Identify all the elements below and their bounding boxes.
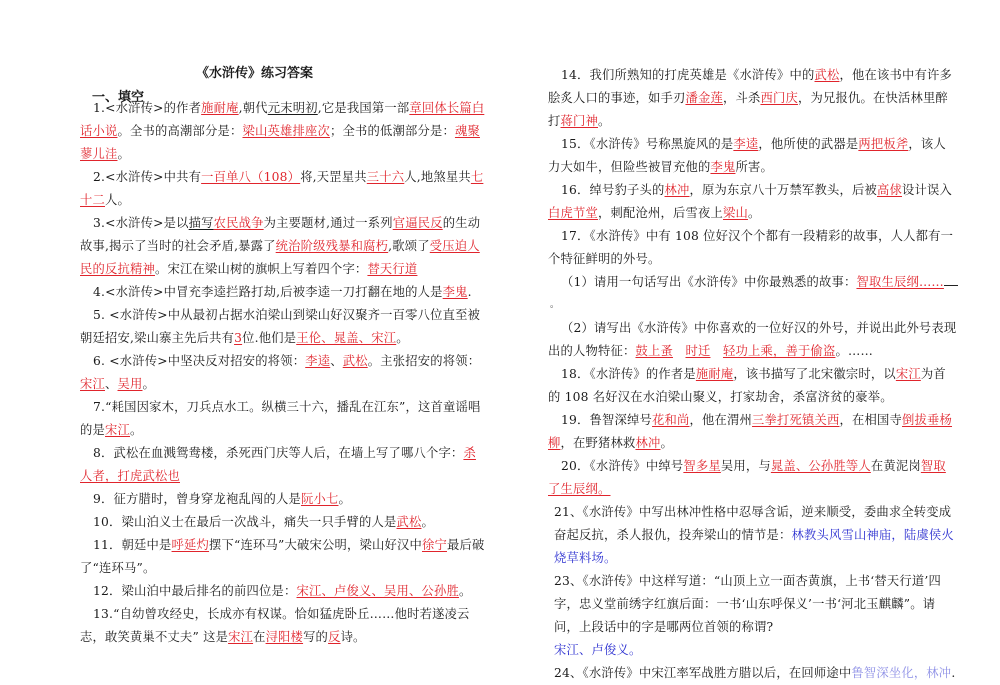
answer-text: 官逼民反 bbox=[392, 216, 443, 230]
question-text: 写的 bbox=[303, 630, 329, 644]
trailing-punctuation: 。 bbox=[550, 300, 560, 310]
answer-text: 三拳打死镇关西 bbox=[752, 413, 840, 427]
question-text: 7.“耗国因家木，刀兵点水工。纵横三十六，播乱在江东”，这首童谣唱的是 bbox=[80, 400, 481, 437]
question-text: 位.他们是 bbox=[242, 331, 297, 345]
answer-text: 轻功上乘，善于偷盗 bbox=[722, 344, 836, 358]
question-text: 12．梁山泊中最后排名的前四位是： bbox=[93, 584, 297, 598]
answer-text: 受压迫人民的反抗精神 bbox=[80, 239, 480, 276]
answer-text: 施耐庵 bbox=[695, 367, 734, 381]
answer-text: 花和尚 bbox=[652, 413, 690, 427]
answer-text: 杀人者，打虎武松也 bbox=[80, 446, 476, 483]
question-q17-1 bbox=[548, 271, 958, 294]
answer-text: 宋江 bbox=[895, 367, 921, 381]
question-text: 。 bbox=[458, 584, 472, 598]
answer-text: 李鬼 bbox=[710, 160, 736, 174]
question-text: . bbox=[951, 666, 956, 680]
question-text: ,朝代 bbox=[238, 101, 268, 115]
answer-text: 宋江 bbox=[105, 423, 130, 437]
question-q23-answer bbox=[548, 639, 958, 662]
answer-text: 林冲 bbox=[635, 436, 661, 450]
question-text: 为主要题材,通过一系列 bbox=[263, 216, 393, 230]
question-text: ，该书描写了北宋徽宗时，以 bbox=[733, 367, 896, 381]
question-text: 19．鲁智深绰号 bbox=[561, 413, 653, 427]
question-q8 bbox=[80, 442, 485, 488]
question-q4 bbox=[80, 281, 485, 304]
answer-text: 高俅 bbox=[877, 183, 902, 197]
question-text: 16．绰号豹子头的 bbox=[561, 183, 665, 197]
answer-text: 时迁 bbox=[685, 344, 711, 358]
answer-text: 呼延灼 bbox=[171, 538, 210, 552]
question-q10 bbox=[80, 511, 485, 534]
question-text: ,歌颂了 bbox=[388, 239, 430, 253]
answer-text: 浔阳楼 bbox=[265, 630, 304, 644]
question-text: 。宋江在梁山树的旗帜上写着四个字： bbox=[154, 262, 368, 276]
answer-text: 反 bbox=[328, 630, 341, 644]
answer-text: 李鬼 bbox=[442, 285, 468, 299]
question-text bbox=[673, 344, 686, 358]
answer-text: 武松 bbox=[814, 68, 840, 82]
question-q20 bbox=[548, 455, 958, 501]
question-text: 吴用，与 bbox=[720, 459, 771, 473]
question-text: 21、《水浒传》中写出林冲性格中忍辱含诟，逆来顺受，委曲求全转变成奋起反抗，杀人报仇，投奔梁山的情节是： bbox=[554, 505, 952, 542]
answer-text-blue: 鲁智深坐化，林冲 bbox=[851, 666, 952, 680]
question-q5 bbox=[80, 304, 485, 350]
question-text: ，原为东京八十万禁军教头，后被 bbox=[689, 183, 877, 197]
answer-text: 三十六 bbox=[366, 170, 405, 184]
answer-text: 两把板斧 bbox=[858, 137, 909, 151]
question-text: ,它是我国第一部 bbox=[317, 101, 410, 115]
question-text: （1）请用一句话写出《水浒传》中你最熟悉的故事： bbox=[561, 275, 857, 289]
question-text: ；全书的低潮部分是： bbox=[329, 124, 455, 138]
left-column bbox=[80, 97, 485, 649]
question-text: 诗。 bbox=[340, 630, 366, 644]
question-q21 bbox=[548, 501, 958, 570]
answer-text: 潘金莲 bbox=[685, 91, 723, 105]
answer-text: 李逵 bbox=[733, 137, 759, 151]
question-q23 bbox=[548, 570, 958, 639]
question-text: 、 bbox=[330, 354, 343, 368]
answer-text: 统治阶级残暴和腐朽 bbox=[275, 239, 389, 253]
question-q1 bbox=[80, 97, 485, 166]
question-text: 。 bbox=[130, 423, 143, 437]
question-text: 在黄泥岗 bbox=[870, 459, 921, 473]
question-text: 。 bbox=[747, 206, 761, 220]
question-text: 17．《水浒传》中有 108 位好汉个个都有一段精彩的故事，人人都有一个特征鲜明的外号。 bbox=[548, 229, 954, 266]
right-column bbox=[548, 64, 958, 685]
answer-text: 宋江、卢俊义、吴用、公孙胜 bbox=[296, 584, 459, 598]
question-q6 bbox=[80, 350, 485, 396]
question-text: 。全书的高潮部分是： bbox=[117, 124, 243, 138]
question-text: ，在野猪林救 bbox=[560, 436, 636, 450]
question-text: 14．我们所熟知的打虎英雄是《水浒传》中的 bbox=[561, 68, 815, 82]
underlined-text: 描写 bbox=[188, 216, 214, 230]
question-text: 摆下“连环马”大破宋公明，梁山好汉中 bbox=[209, 538, 422, 552]
question-q17 bbox=[548, 225, 958, 271]
underlined-text: 元末明初 bbox=[267, 101, 318, 115]
question-text: ，刺配沧州，后雪夜上 bbox=[598, 206, 723, 220]
question-text: 5. <水浒传>中从最初占据水泊梁山到梁山好汉聚齐一百零八位直至被朝廷招安,梁山寨主先后共有 bbox=[80, 308, 481, 345]
question-text: 将,天罡星共 bbox=[300, 170, 367, 184]
question-text: 13.“自幼曾攻经史，长成亦有权谋。恰如猛虎卧丘……他时若遂凌云志，敢笑黄巢不丈夫” 这是 bbox=[80, 607, 470, 644]
question-text: 的生动故事,揭示了当时的社会矛盾,暴露了 bbox=[80, 216, 481, 253]
question-text: ，他在该书中有许多脍炙人口的事迹，如手刃 bbox=[548, 68, 952, 105]
answer-text: 徐宁 bbox=[421, 538, 447, 552]
question-q19 bbox=[548, 409, 958, 455]
answer-text: 3 bbox=[234, 331, 243, 345]
question-text: 。 bbox=[117, 147, 130, 161]
question-text: ，在相国寺 bbox=[839, 413, 903, 427]
answer-text: 武松 bbox=[342, 354, 368, 368]
question-q13 bbox=[80, 603, 485, 649]
question-text: 。 bbox=[660, 436, 673, 450]
question-text: 10．梁山泊义士在最后一次战斗，痛失一只手臂的人是 bbox=[93, 515, 397, 529]
question-text: 。…… bbox=[835, 344, 873, 358]
question-text: 6. <水浒传>中坚决反对招安的将领： bbox=[93, 354, 306, 368]
question-text: 为首的 108 名好汉在水泊梁山聚义，打家劫舍，杀富济贫的豪举。 bbox=[548, 367, 946, 404]
answer-text: 智取了生辰纲。 bbox=[548, 459, 946, 496]
question-text: 人,地煞星共 bbox=[404, 170, 471, 184]
question-q2 bbox=[80, 166, 485, 212]
question-text: 、 bbox=[105, 377, 118, 391]
question-text: 。 bbox=[598, 114, 611, 128]
question-q14 bbox=[548, 64, 958, 133]
answer-text: 林冲 bbox=[664, 183, 690, 197]
question-text bbox=[710, 344, 723, 358]
question-text: 2.<水浒传>中共有 bbox=[93, 170, 202, 184]
answer-text-blue: 林教头风雪山神庙，陆虞侯火烧草料场。 bbox=[554, 528, 954, 565]
question-text: 23、《水浒传》中这样写道：“山顶上立一面杏黄旗，上书‘替天行道’四字，忠义堂前绣字红旗后面：一书‘山东呼保义’一书‘河北玉麒麟”。请问，上段话中的字是哪两位首领的称谓? bbox=[554, 574, 942, 634]
answer-text: 智取生辰纲…… bbox=[856, 275, 944, 289]
document-title: 《水浒传》练习答案 bbox=[196, 66, 314, 81]
answer-text: 魂聚蓼儿洼 bbox=[80, 124, 480, 161]
answer-text: 鼓上蚤 bbox=[635, 344, 673, 358]
answer-blank-line bbox=[944, 275, 958, 286]
question-text: ，他所使的武器是 bbox=[758, 137, 859, 151]
question-text: 8．武松在血溅鸳鸯楼，杀死西门庆等人后，在墙上写了哪八个字： bbox=[93, 446, 464, 460]
question-q24 bbox=[548, 662, 958, 685]
answer-text: 宋江 bbox=[80, 377, 105, 391]
question-text: 4.<水浒传>中冒充李逵拦路打劫,后被李逵一刀打翻在地的人是 bbox=[93, 285, 443, 299]
question-text: 。 bbox=[421, 515, 434, 529]
answer-text: 倒拔垂杨柳 bbox=[548, 413, 953, 450]
question-q9 bbox=[80, 488, 485, 511]
question-text: 15．《水浒传》号称黑旋风的是 bbox=[561, 137, 734, 151]
question-text: . bbox=[467, 285, 472, 299]
question-text: 所害。 bbox=[735, 160, 773, 174]
answer-text: 替天行道 bbox=[367, 262, 418, 276]
question-text: 人。 bbox=[105, 193, 130, 207]
answer-text: 智多星 bbox=[683, 459, 721, 473]
question-text: 24、《水浒传》中宋江率军战胜方腊以后，在回师途中 bbox=[554, 666, 852, 680]
answer-text: 施耐庵 bbox=[201, 101, 239, 115]
question-q11 bbox=[80, 534, 485, 580]
question-q17-2 bbox=[548, 317, 958, 363]
question-text: 设计误入 bbox=[902, 183, 952, 197]
answer-text: 一百单八（108） bbox=[201, 170, 301, 184]
answer-text-blue: 宋江、卢俊义。 bbox=[554, 643, 642, 657]
question-text: 。 bbox=[396, 331, 409, 345]
answer-text: 吴用 bbox=[117, 377, 143, 391]
question-text: 1.<水浒传>的作者 bbox=[93, 101, 202, 115]
section-heading: 一、填空 bbox=[92, 90, 145, 105]
question-text: 最后破了“连环马”。 bbox=[80, 538, 485, 575]
answer-text: 王伦、晁盖、宋江 bbox=[296, 331, 397, 345]
answer-text: 梁山 bbox=[722, 206, 748, 220]
question-text: （2）请写出《水浒传》中你喜欢的一位好汉的外号，并说出此外号表现出的人物特征： bbox=[548, 321, 957, 358]
question-text: 在 bbox=[253, 630, 266, 644]
question-text: 。主张招安的将领： bbox=[367, 354, 481, 368]
question-text: ，该人力大如牛，但险些被冒充他的 bbox=[548, 137, 946, 174]
answer-text: 李逵 bbox=[305, 354, 331, 368]
answer-text: 蒋门神 bbox=[560, 114, 598, 128]
question-q12 bbox=[80, 580, 485, 603]
answer-text: 农民战争 bbox=[213, 216, 264, 230]
question-text: 18．《水浒传》的作者是 bbox=[561, 367, 696, 381]
question-text: 11．朝廷中是 bbox=[93, 538, 172, 552]
question-text: 。 bbox=[142, 377, 155, 391]
question-text: 20．《水浒传》中绰号 bbox=[561, 459, 684, 473]
question-text: 。 bbox=[338, 492, 351, 506]
question-text: ，斗杀 bbox=[722, 91, 761, 105]
answer-text: 阮小七 bbox=[300, 492, 339, 506]
question-q15 bbox=[548, 133, 958, 179]
question-text: 9．征方腊时，曾身穿龙袍乱闯的人是 bbox=[93, 492, 301, 506]
question-text: ，他在渭州 bbox=[689, 413, 753, 427]
answer-text: 晁盖、公孙胜等人 bbox=[770, 459, 871, 473]
question-q3 bbox=[80, 212, 485, 281]
question-q18 bbox=[548, 363, 958, 409]
answer-text: 白虎节堂 bbox=[548, 206, 598, 220]
answer-text: 宋江 bbox=[228, 630, 254, 644]
answer-text: 梁山英雄排座次 bbox=[242, 124, 330, 138]
question-q7 bbox=[80, 396, 485, 442]
answer-text: 西门庆 bbox=[760, 91, 798, 105]
question-text: 3.<水浒传>是以 bbox=[93, 216, 189, 230]
answer-text: 七十二 bbox=[80, 170, 484, 207]
question-text: ，为兄报仇。在快活林里醉打 bbox=[548, 91, 948, 128]
question-q16 bbox=[548, 179, 958, 225]
answer-text: 章回体长篇白话小说 bbox=[80, 101, 485, 138]
answer-text: 武松 bbox=[396, 515, 422, 529]
